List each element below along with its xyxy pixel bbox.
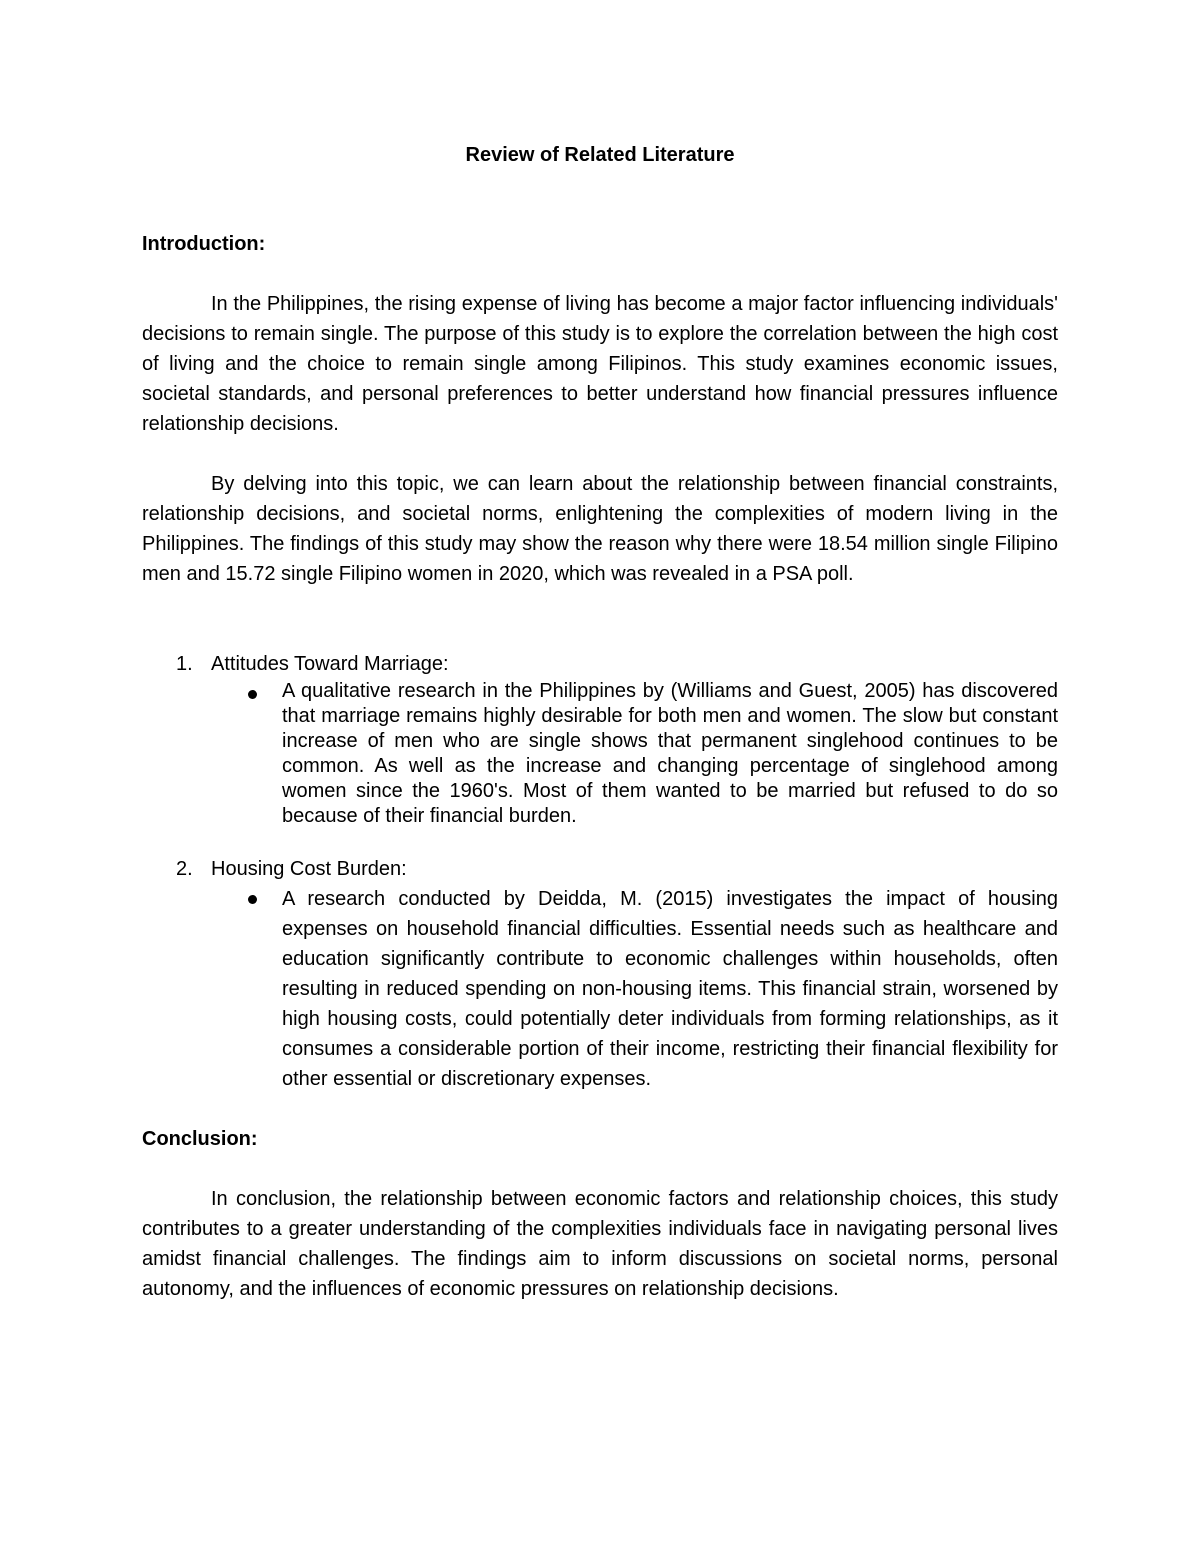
introduction-heading: Introduction: [142, 233, 266, 255]
bullet-text: A qualitative research in the Philippines by (Williams and Guest, 2005) has discovered that marriage remains highly desirable for both men and women. The slow but constant increase of men who are single shows that permanent singlehood continues to be common. As well as the increase and changing percentage of singlehood among women since the 1960's. Most of them wanted to be married but refused to do so because of their financial burden. [282, 680, 1058, 827]
document-title: Review of Related Literature [465, 144, 735, 166]
introduction-paragraph-2: By delving into this topic, we can learn about the relationship between financial constraints, relationship decisions, and societal norms, enlightening the complexities of modern living in the Philippines. The findings of this study may show the reason why there were 18.54 million single Filipino men and 15.72 single Filipino women in 2020, which was revealed in a PSA poll. [142, 473, 1058, 585]
findings-list [142, 649, 1058, 1094]
list-item-attitudes [142, 649, 1058, 829]
list-item-label: Attitudes Toward Marriage: [211, 653, 449, 675]
bullet-text: A research conducted by Deidda, M. (2015) investigates the impact of housing expenses on household financial difficulties. Essential needs such as healthcare and education significantly contribute to economic challenges within households, often resulting in reduced spending on non-housing items. This financial strain, worsened by high housing costs, could potentially deter individuals from forming relationships, as it consumes a considerable portion of their income, restricting their financial flexibility for other essential or discretionary expenses. [282, 888, 1058, 1090]
bullet-item [211, 679, 1058, 829]
list-item-label: Housing Cost Burden: [211, 858, 407, 880]
bullet-item [211, 884, 1058, 1094]
document-body [142, 140, 1058, 1304]
list-item-number: 2. [176, 858, 193, 880]
list-item-housing [142, 854, 1058, 1094]
list-item-number: 1. [176, 653, 193, 675]
conclusion-heading: Conclusion: [142, 1128, 258, 1150]
introduction-paragraph-1: In the Philippines, the rising expense of living has become a major factor influencing individuals' decisions to remain single. The purpose of this study is to explore the correlation between the high cost of living and the choice to remain single among Filipinos. This study examines economic issues, societal standards, and personal preferences to better understand how financial pressures influence relationship decisions. [142, 293, 1058, 435]
conclusion-paragraph: In conclusion, the relationship between economic factors and relationship choices, this study contributes to a greater understanding of the complexities individuals face in navigating personal lives amidst financial challenges. The findings aim to inform discussions on societal norms, personal autonomy, and the influences of economic pressures on relationship decisions. [142, 1188, 1058, 1300]
bullet-dot-icon [248, 895, 257, 904]
bullet-dot-icon [248, 690, 257, 699]
